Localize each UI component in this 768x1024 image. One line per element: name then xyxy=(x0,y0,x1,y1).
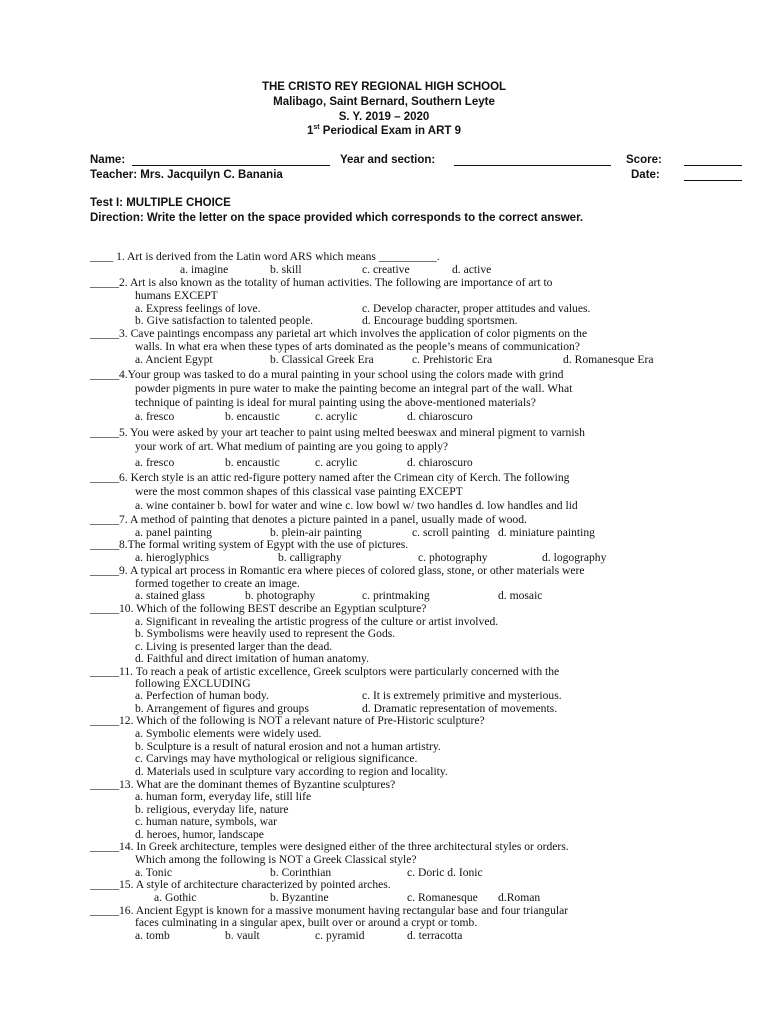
school-name: THE CRISTO REY REGIONAL HIGH SCHOOL xyxy=(261,81,507,93)
question-14-line-2: Which among the following is NOT a Greek Classical style? xyxy=(135,853,417,866)
question-5: _____5. You were asked by your art teacher to paint using melted beeswax and mineral pigment to varnish xyxy=(90,426,585,439)
q12-option-d: d. Materials used in sculpture vary according to region and locality. xyxy=(135,765,448,778)
question-10: _____10. Which of the following BEST describe an Egyptian sculpture? xyxy=(90,602,427,615)
score-field[interactable] xyxy=(684,165,742,166)
question-12: _____12. Which of the following is NOT a relevant nature of Pre-Historic sculpture? xyxy=(90,714,485,727)
q1-option-b: b. skill xyxy=(270,263,302,276)
question-2-line-2: humans EXCEPT xyxy=(135,289,218,302)
date-field[interactable] xyxy=(684,180,742,181)
question-8: _____8.The formal writing system of Egypt with the use of pictures. xyxy=(90,538,409,551)
exam-title xyxy=(0,124,768,139)
q3-option-c: c. Prehistoric Era xyxy=(412,353,493,366)
question-4: _____4.Your group was tasked to do a mural painting in your school using the colors made with grind xyxy=(90,368,564,381)
q10-option-a: a. Significant in revealing the artistic progress of the culture or artist involved. xyxy=(135,615,499,628)
q5-option-d: d. chiaroscuro xyxy=(407,456,473,469)
question-4-line-3: technique of painting is ideal for mural painting using the above-mentioned materials? xyxy=(135,396,536,409)
q4-option-c: c. acrylic xyxy=(315,410,358,423)
question-11: _____11. To reach a peak of artistic excellence, Greek sculptors were particularly concerned with the xyxy=(90,665,560,678)
q7-option-a: a. panel painting xyxy=(135,526,212,539)
q11-option-c: c. It is extremely primitive and mysterious. xyxy=(362,689,562,702)
q9-option-d: d. mosaic xyxy=(498,589,543,602)
question-14: _____14. In Greek architecture, temples were designed either of the three architectural styles or orders. xyxy=(90,840,569,853)
score-label: Score: xyxy=(626,154,662,166)
q16-option-d: d. terracotta xyxy=(407,929,463,942)
question-16-line-2: faces culminating in a singular apex, built over or around a crypt or tomb. xyxy=(135,916,478,929)
q5-option-c: c. acrylic xyxy=(315,456,358,469)
q1-option-c: c. creative xyxy=(362,263,410,276)
question-3: _____3. Cave paintings encompass any parietal art which involves the application of color pigments on the xyxy=(90,327,588,340)
q11-option-b: b. Arrangement of figures and groups xyxy=(135,702,309,715)
q10-option-b: b. Symbolisms were heavily used to represent the Gods. xyxy=(135,627,396,640)
q7-option-b: b. plein-air painting xyxy=(270,526,362,539)
question-15: _____15. A style of architecture characterized by pointed arches. xyxy=(90,878,391,891)
q7-option-c: c. scroll painting xyxy=(412,526,490,539)
exam-ordinal-suffix: st xyxy=(313,124,320,132)
q15-option-b: b. Byzantine xyxy=(270,891,329,904)
school-year: S. Y. 2019 – 2020 xyxy=(338,111,430,123)
q4-option-d: d. chiaroscuro xyxy=(407,410,473,423)
exam-ordinal: 1 xyxy=(306,125,314,137)
q16-option-b: b. vault xyxy=(225,929,260,942)
q4-option-b: b. encaustic xyxy=(225,410,280,423)
q16-option-a: a. tomb xyxy=(135,929,170,942)
question-6-line-2: were the most common shapes of this classical vase painting EXCEPT xyxy=(135,485,463,498)
q8-option-a: a. hieroglyphics xyxy=(135,551,210,564)
q6-options: a. wine container b. bowl for water and wine c. low bowl w/ two handles d. low handles and lid xyxy=(135,499,578,512)
q13-option-c: c. human nature, symbols, war xyxy=(135,815,277,828)
test-title: Test I: MULTIPLE CHOICE xyxy=(90,197,231,209)
question-5-line-2: your work of art. What medium of painting are you going to apply? xyxy=(135,440,449,453)
q8-option-d: d. logography xyxy=(542,551,607,564)
q8-option-c: c. photography xyxy=(418,551,488,564)
q12-option-b: b. Sculpture is a result of natural erosion and not a human artistry. xyxy=(135,740,441,753)
q8-option-b: b. calligraphy xyxy=(278,551,342,564)
q3-option-a: a. Ancient Egypt xyxy=(135,353,213,366)
date-label: Date: xyxy=(631,169,660,181)
q11-option-a: a. Perfection of human body. xyxy=(135,689,269,702)
name-field[interactable] xyxy=(132,165,330,166)
q16-option-c: c. pyramid xyxy=(315,929,365,942)
q2-option-c: c. Develop character, proper attitudes and values. xyxy=(362,302,591,315)
q12-option-a: a. Symbolic elements were widely used. xyxy=(135,727,322,740)
q2-option-a: a. Express feelings of love. xyxy=(135,302,261,315)
q13-option-b: b. religious, everyday life, nature xyxy=(135,803,289,816)
q3-option-b: b. Classical Greek Era xyxy=(270,353,374,366)
q15-option-a: a. Gothic xyxy=(154,891,197,904)
q10-option-d: d. Faithful and direct imitation of human anatomy. xyxy=(135,652,369,665)
q14-option-cd: c. Doric d. Ionic xyxy=(407,866,483,879)
q3-option-d: d. Romanesque Era xyxy=(563,353,654,366)
question-4-line-2: powder pigments in pure water to make the painting become an integral part of the wall. What xyxy=(135,382,573,395)
question-2: _____2. Art is also known as the totality of human activities. The following are importance of art to xyxy=(90,276,553,289)
year-section-field[interactable] xyxy=(454,165,611,166)
question-9: _____9. A typical art process in Romantic era where pieces of colored glass, stone, or other materials were xyxy=(90,564,585,577)
q9-option-b: b. photography xyxy=(245,589,316,602)
question-9-line-2: formed together to create an image. xyxy=(135,577,300,590)
question-13: _____13. What are the dominant themes of Byzantine sculptures? xyxy=(90,778,396,791)
q13-option-d: d. heroes, humor, landscape xyxy=(135,828,264,841)
question-3-line-2: walls. In what era when these types of arts dominated as the people’s means of communication? xyxy=(135,340,580,353)
question-6: _____6. Kerch style is an attic red-figure pottery named after the Crimean city of Kerch. The following xyxy=(90,471,570,484)
q1-option-d: d. active xyxy=(452,263,492,276)
q14-option-a: a. Tonic xyxy=(135,866,172,879)
q2-option-d: d. Encourage budding sportsmen. xyxy=(362,314,518,327)
q9-option-c: c. printmaking xyxy=(362,589,430,602)
q15-option-d: d.Roman xyxy=(498,891,541,904)
exam-title-rest: Periodical Exam in ART 9 xyxy=(319,125,462,137)
q12-option-c: c. Carvings may have mythological or religious significance. xyxy=(135,752,418,765)
q15-option-c: c. Romanesque xyxy=(407,891,478,904)
test-direction: Direction: Write the letter on the space provided which corresponds to the correct answer. xyxy=(90,212,584,224)
q5-option-a: a. fresco xyxy=(135,456,175,469)
year-section-label: Year and section: xyxy=(340,154,436,166)
question-16: _____16. Ancient Egypt is known for a massive monument having rectangular base and four triangular xyxy=(90,904,569,917)
q2-option-b: b. Give satisfaction to talented people. xyxy=(135,314,314,327)
q1-option-a: a. imagine xyxy=(180,263,229,276)
teacher-line: Teacher: Mrs. Jacquilyn C. Banania xyxy=(90,169,283,181)
q7-option-d: d. miniature painting xyxy=(498,526,595,539)
name-label: Name: xyxy=(90,154,126,166)
question-7: _____7. A method of painting that denotes a picture painted in a panel, usually made of wood. xyxy=(90,513,527,526)
q4-option-a: a. fresco xyxy=(135,410,175,423)
q10-option-c: c. Living is presented larger than the dead. xyxy=(135,640,333,653)
q9-option-a: a. stained glass xyxy=(135,589,205,602)
question-1: ____ 1. Art is derived from the Latin word ARS which means __________. xyxy=(90,250,440,263)
school-address: Malibago, Saint Bernard, Southern Leyte xyxy=(273,96,495,108)
q14-option-b: b. Corinthian xyxy=(270,866,332,879)
q13-option-a: a. human form, everyday life, still life xyxy=(135,790,312,803)
q11-option-d: d. Dramatic representation of movements. xyxy=(362,702,558,715)
q5-option-b: b. encaustic xyxy=(225,456,280,469)
question-11-line-2: following EXCLUDING xyxy=(135,677,251,690)
